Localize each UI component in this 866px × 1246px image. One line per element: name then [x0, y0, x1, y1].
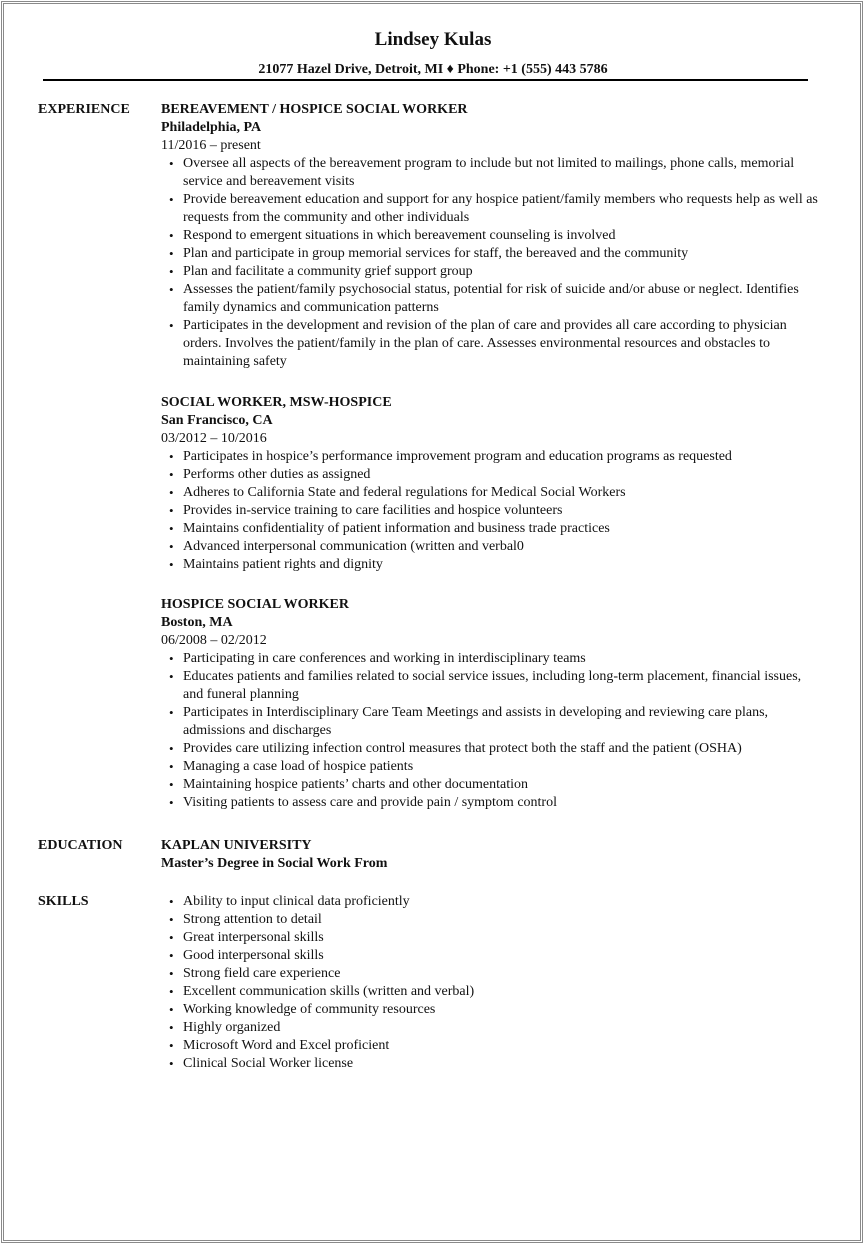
- skill-item: • Working knowledge of community resources: [161, 1001, 821, 1019]
- bullet-item: • Oversee all aspects of the bereavement program to include but not limited to mailings, phone calls, memorial service and bereavement visits: [161, 155, 821, 191]
- skills-list: [161, 893, 821, 1073]
- job-dates: 11/2016 – present: [161, 138, 261, 153]
- job-dates: 03/2012 – 10/2016: [161, 431, 267, 446]
- job-dates: 06/2008 – 02/2012: [161, 633, 267, 648]
- job-title: SOCIAL WORKER, MSW-HOSPICE: [161, 395, 392, 410]
- job-bullets: [161, 155, 821, 371]
- bullet-item: • Participates in Interdisciplinary Care Team Meetings and assists in developing and reviewing care plans, admissions and discharges: [161, 704, 821, 740]
- skill-item: • Good interpersonal skills: [161, 947, 821, 965]
- bullet-item: • Plan and participate in group memorial services for staff, the bereaved and the community: [161, 245, 821, 263]
- job-location: Philadelphia, PA: [161, 120, 262, 135]
- bullet-item: • Maintaining hospice patients’ charts and other documentation: [161, 776, 821, 794]
- degree: Master’s Degree in Social Work From: [161, 856, 388, 871]
- bullet-item: • Managing a case load of hospice patients: [161, 758, 821, 776]
- bullet-item: • Adheres to California State and federal regulations for Medical Social Workers: [161, 484, 821, 502]
- bullet-item: • Provides in-service training to care facilities and hospice volunteers: [161, 502, 821, 520]
- bullet-item: • Plan and facilitate a community grief support group: [161, 263, 821, 281]
- section-label-education: EDUCATION: [38, 838, 123, 853]
- skill-item: • Microsoft Word and Excel proficient: [161, 1037, 821, 1055]
- candidate-name: Lindsey Kulas: [374, 29, 492, 50]
- bullet-item: • Maintains patient rights and dignity: [161, 556, 821, 574]
- skill-item: • Excellent communication skills (written and verbal): [161, 983, 821, 1001]
- bullet-item: • Provide bereavement education and support for any hospice patient/family members who requests help as well as requests from the community and other individuals: [161, 191, 821, 227]
- contact-line: 21077 Hazel Drive, Detroit, MI ♦ Phone: +1 (555) 443 5786: [258, 62, 608, 77]
- bullet-item: • Participates in hospice’s performance improvement program and education programs as requested: [161, 448, 821, 466]
- job-bullets: [161, 650, 821, 812]
- skill-item: • Highly organized: [161, 1019, 821, 1037]
- bullet-item: • Participates in the development and revision of the plan of care and provides all care according to physician orders. Involves the patient/family in the plan of care. Assesses environmental resources and obstacles to maintaining safety: [161, 317, 821, 371]
- job-entry: [161, 394, 821, 574]
- job-title: HOSPICE SOCIAL WORKER: [161, 597, 350, 612]
- bullet-item: • Visiting patients to assess care and provide pain / symptom control: [161, 794, 821, 812]
- education-entry: [161, 837, 821, 873]
- skill-item: • Strong field care experience: [161, 965, 821, 983]
- bullet-item: • Performs other duties as assigned: [161, 466, 821, 484]
- bullet-item: • Provides care utilizing infection control measures that protect both the staff and the patient (OSHA): [161, 740, 821, 758]
- job-title: BEREAVEMENT / HOSPICE SOCIAL WORKER: [161, 102, 468, 117]
- header-divider: [43, 79, 808, 81]
- job-entry: [161, 596, 821, 812]
- school-name: KAPLAN UNIVERSITY: [161, 838, 312, 853]
- skill-item: • Strong attention to detail: [161, 911, 821, 929]
- bullet-item: • Assesses the patient/family psychosocial status, potential for risk of suicide and/or abuse or neglect. Identifies family dynamics and communication patterns: [161, 281, 821, 317]
- job-bullets: [161, 448, 821, 574]
- bullet-item: • Advanced interpersonal communication (written and verbal0: [161, 538, 821, 556]
- skill-item: • Ability to input clinical data proficiently: [161, 893, 821, 911]
- section-label-skills: SKILLS: [38, 894, 89, 909]
- job-entry: [161, 101, 821, 371]
- skills-list-block: [161, 893, 821, 1073]
- job-location: San Francisco, CA: [161, 413, 273, 428]
- section-label-experience: EXPERIENCE: [38, 102, 130, 117]
- job-location: Boston, MA: [161, 615, 233, 630]
- skill-item: • Clinical Social Worker license: [161, 1055, 821, 1073]
- skill-item: • Great interpersonal skills: [161, 929, 821, 947]
- bullet-item: • Participating in care conferences and working in interdisciplinary teams: [161, 650, 821, 668]
- bullet-item: • Educates patients and families related to social service issues, including long-term placement, financial issues, and funeral planning: [161, 668, 821, 704]
- bullet-item: • Maintains confidentiality of patient information and business trade practices: [161, 520, 821, 538]
- bullet-item: • Respond to emergent situations in which bereavement counseling is involved: [161, 227, 821, 245]
